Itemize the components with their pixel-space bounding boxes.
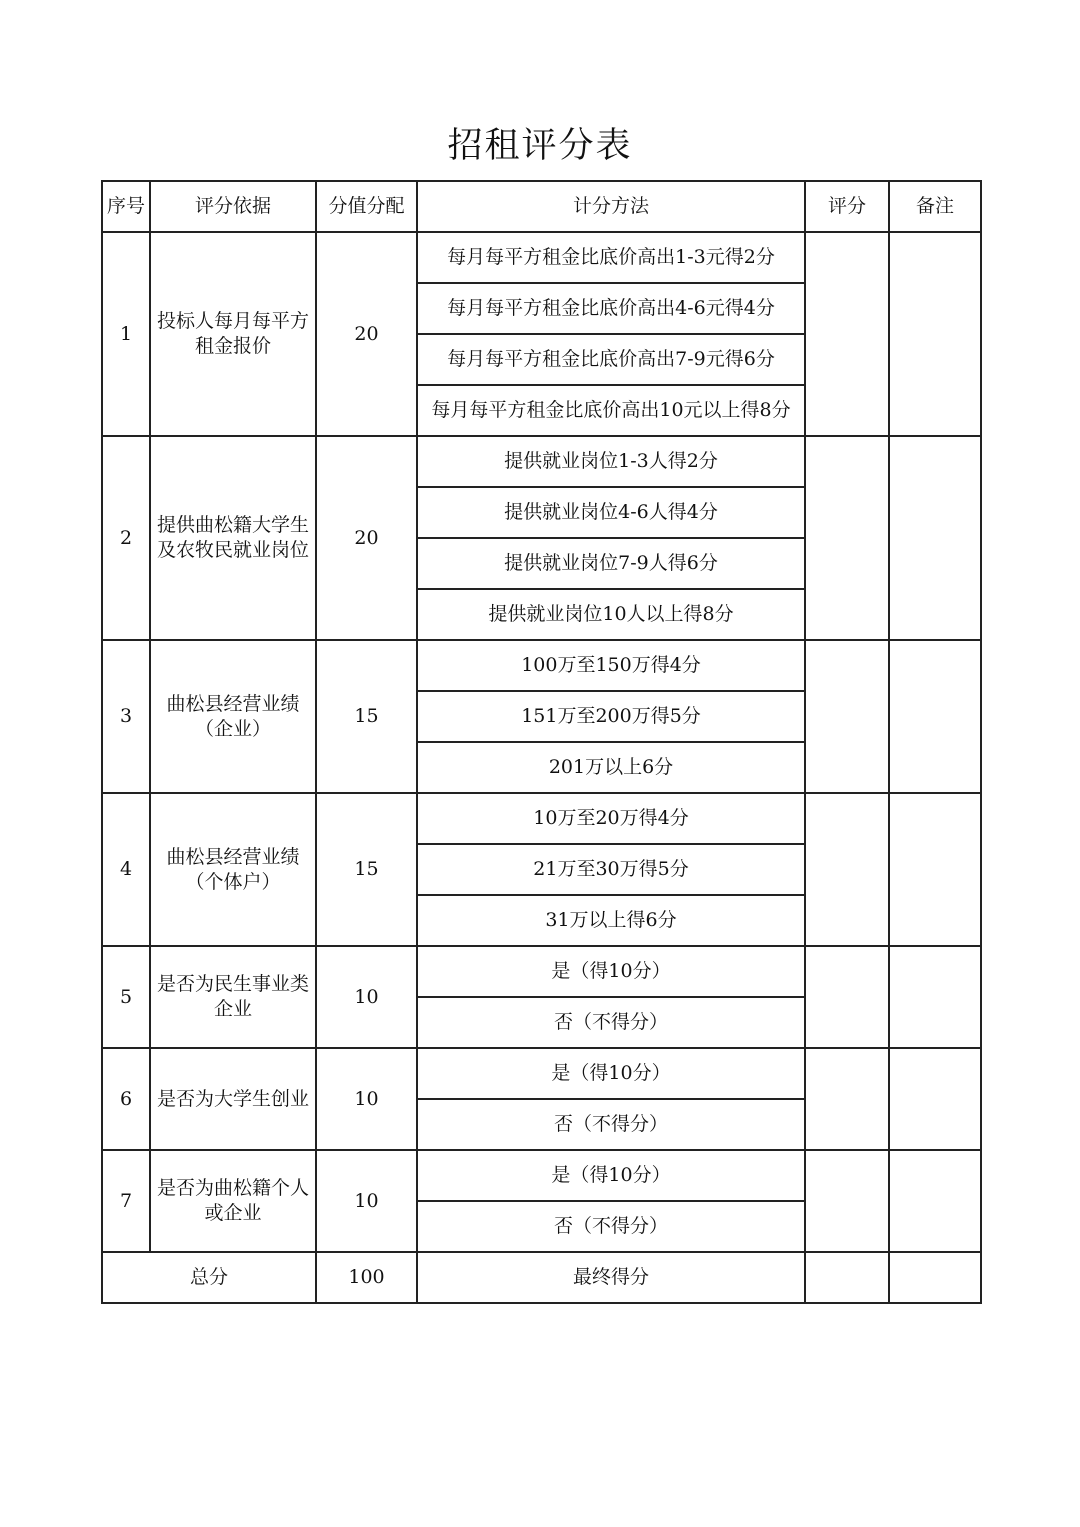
row-remarks-cell — [889, 232, 981, 436]
row-method: 是（得10分） — [417, 1150, 805, 1201]
row-score-cell — [805, 640, 889, 793]
table-row — [102, 793, 981, 844]
row-seq: 6 — [102, 1048, 150, 1150]
row-basis: 投标人每月每平方租金报价 — [150, 232, 316, 436]
row-basis: 曲松县经营业绩（企业） — [150, 640, 316, 793]
row-basis: 曲松县经营业绩（个体户） — [150, 793, 316, 946]
header-row — [102, 181, 981, 232]
row-seq: 5 — [102, 946, 150, 1048]
total-points: 100 — [316, 1252, 417, 1303]
row-remarks-cell — [889, 1150, 981, 1252]
row-remarks-cell — [889, 640, 981, 793]
row-method: 提供就业岗位4-6人得4分 — [417, 487, 805, 538]
row-score-cell — [805, 946, 889, 1048]
row-points: 10 — [316, 1150, 417, 1252]
table-row — [102, 436, 981, 487]
row-basis: 是否为民生事业类企业 — [150, 946, 316, 1048]
row-score-cell — [805, 1150, 889, 1252]
final-remarks-cell — [889, 1252, 981, 1303]
table-row — [102, 232, 981, 283]
row-method: 每月每平方租金比底价高出10元以上得8分 — [417, 385, 805, 436]
header-score: 评分 — [805, 181, 889, 232]
total-label: 总分 — [102, 1252, 316, 1303]
row-method: 21万至30万得5分 — [417, 844, 805, 895]
row-points: 10 — [316, 1048, 417, 1150]
row-points: 15 — [316, 640, 417, 793]
row-method: 201万以上6分 — [417, 742, 805, 793]
row-method: 每月每平方租金比底价高出4-6元得4分 — [417, 283, 805, 334]
row-method: 31万以上得6分 — [417, 895, 805, 946]
table-row — [102, 1150, 981, 1201]
row-method: 每月每平方租金比底价高出1-3元得2分 — [417, 232, 805, 283]
row-points: 20 — [316, 436, 417, 640]
row-remarks-cell — [889, 436, 981, 640]
row-remarks-cell — [889, 1048, 981, 1150]
row-points: 15 — [316, 793, 417, 946]
scoring-table — [101, 180, 982, 1304]
header-method: 计分方法 — [417, 181, 805, 232]
header-basis: 评分依据 — [150, 181, 316, 232]
row-score-cell — [805, 232, 889, 436]
row-basis: 是否为曲松籍个人或企业 — [150, 1150, 316, 1252]
row-score-cell — [805, 436, 889, 640]
row-method: 提供就业岗位1-3人得2分 — [417, 436, 805, 487]
row-method: 100万至150万得4分 — [417, 640, 805, 691]
table-row — [102, 946, 981, 997]
row-seq: 4 — [102, 793, 150, 946]
header-points: 分值分配 — [316, 181, 417, 232]
row-seq: 3 — [102, 640, 150, 793]
row-score-cell — [805, 1048, 889, 1150]
header-seq: 序号 — [102, 181, 150, 232]
row-seq: 1 — [102, 232, 150, 436]
table-row — [102, 640, 981, 691]
row-method: 每月每平方租金比底价高出7-9元得6分 — [417, 334, 805, 385]
header-remarks: 备注 — [889, 181, 981, 232]
row-seq: 2 — [102, 436, 150, 640]
row-method: 提供就业岗位7-9人得6分 — [417, 538, 805, 589]
row-method: 否（不得分） — [417, 1201, 805, 1252]
final-score-cell — [805, 1252, 889, 1303]
row-method: 否（不得分） — [417, 997, 805, 1048]
table-row — [102, 1048, 981, 1099]
row-method: 提供就业岗位10人以上得8分 — [417, 589, 805, 640]
row-remarks-cell — [889, 946, 981, 1048]
row-method: 是（得10分） — [417, 1048, 805, 1099]
row-remarks-cell — [889, 793, 981, 946]
row-method: 10万至20万得4分 — [417, 793, 805, 844]
row-method: 否（不得分） — [417, 1099, 805, 1150]
total-row — [102, 1252, 981, 1303]
final-score-label: 最终得分 — [417, 1252, 805, 1303]
row-points: 20 — [316, 232, 417, 436]
row-basis: 提供曲松籍大学生及农牧民就业岗位 — [150, 436, 316, 640]
row-method: 是（得10分） — [417, 946, 805, 997]
row-seq: 7 — [102, 1150, 150, 1252]
row-score-cell — [805, 793, 889, 946]
row-method: 151万至200万得5分 — [417, 691, 805, 742]
row-basis: 是否为大学生创业 — [150, 1048, 316, 1150]
row-points: 10 — [316, 946, 417, 1048]
page-title: 招租评分表 — [447, 126, 633, 166]
